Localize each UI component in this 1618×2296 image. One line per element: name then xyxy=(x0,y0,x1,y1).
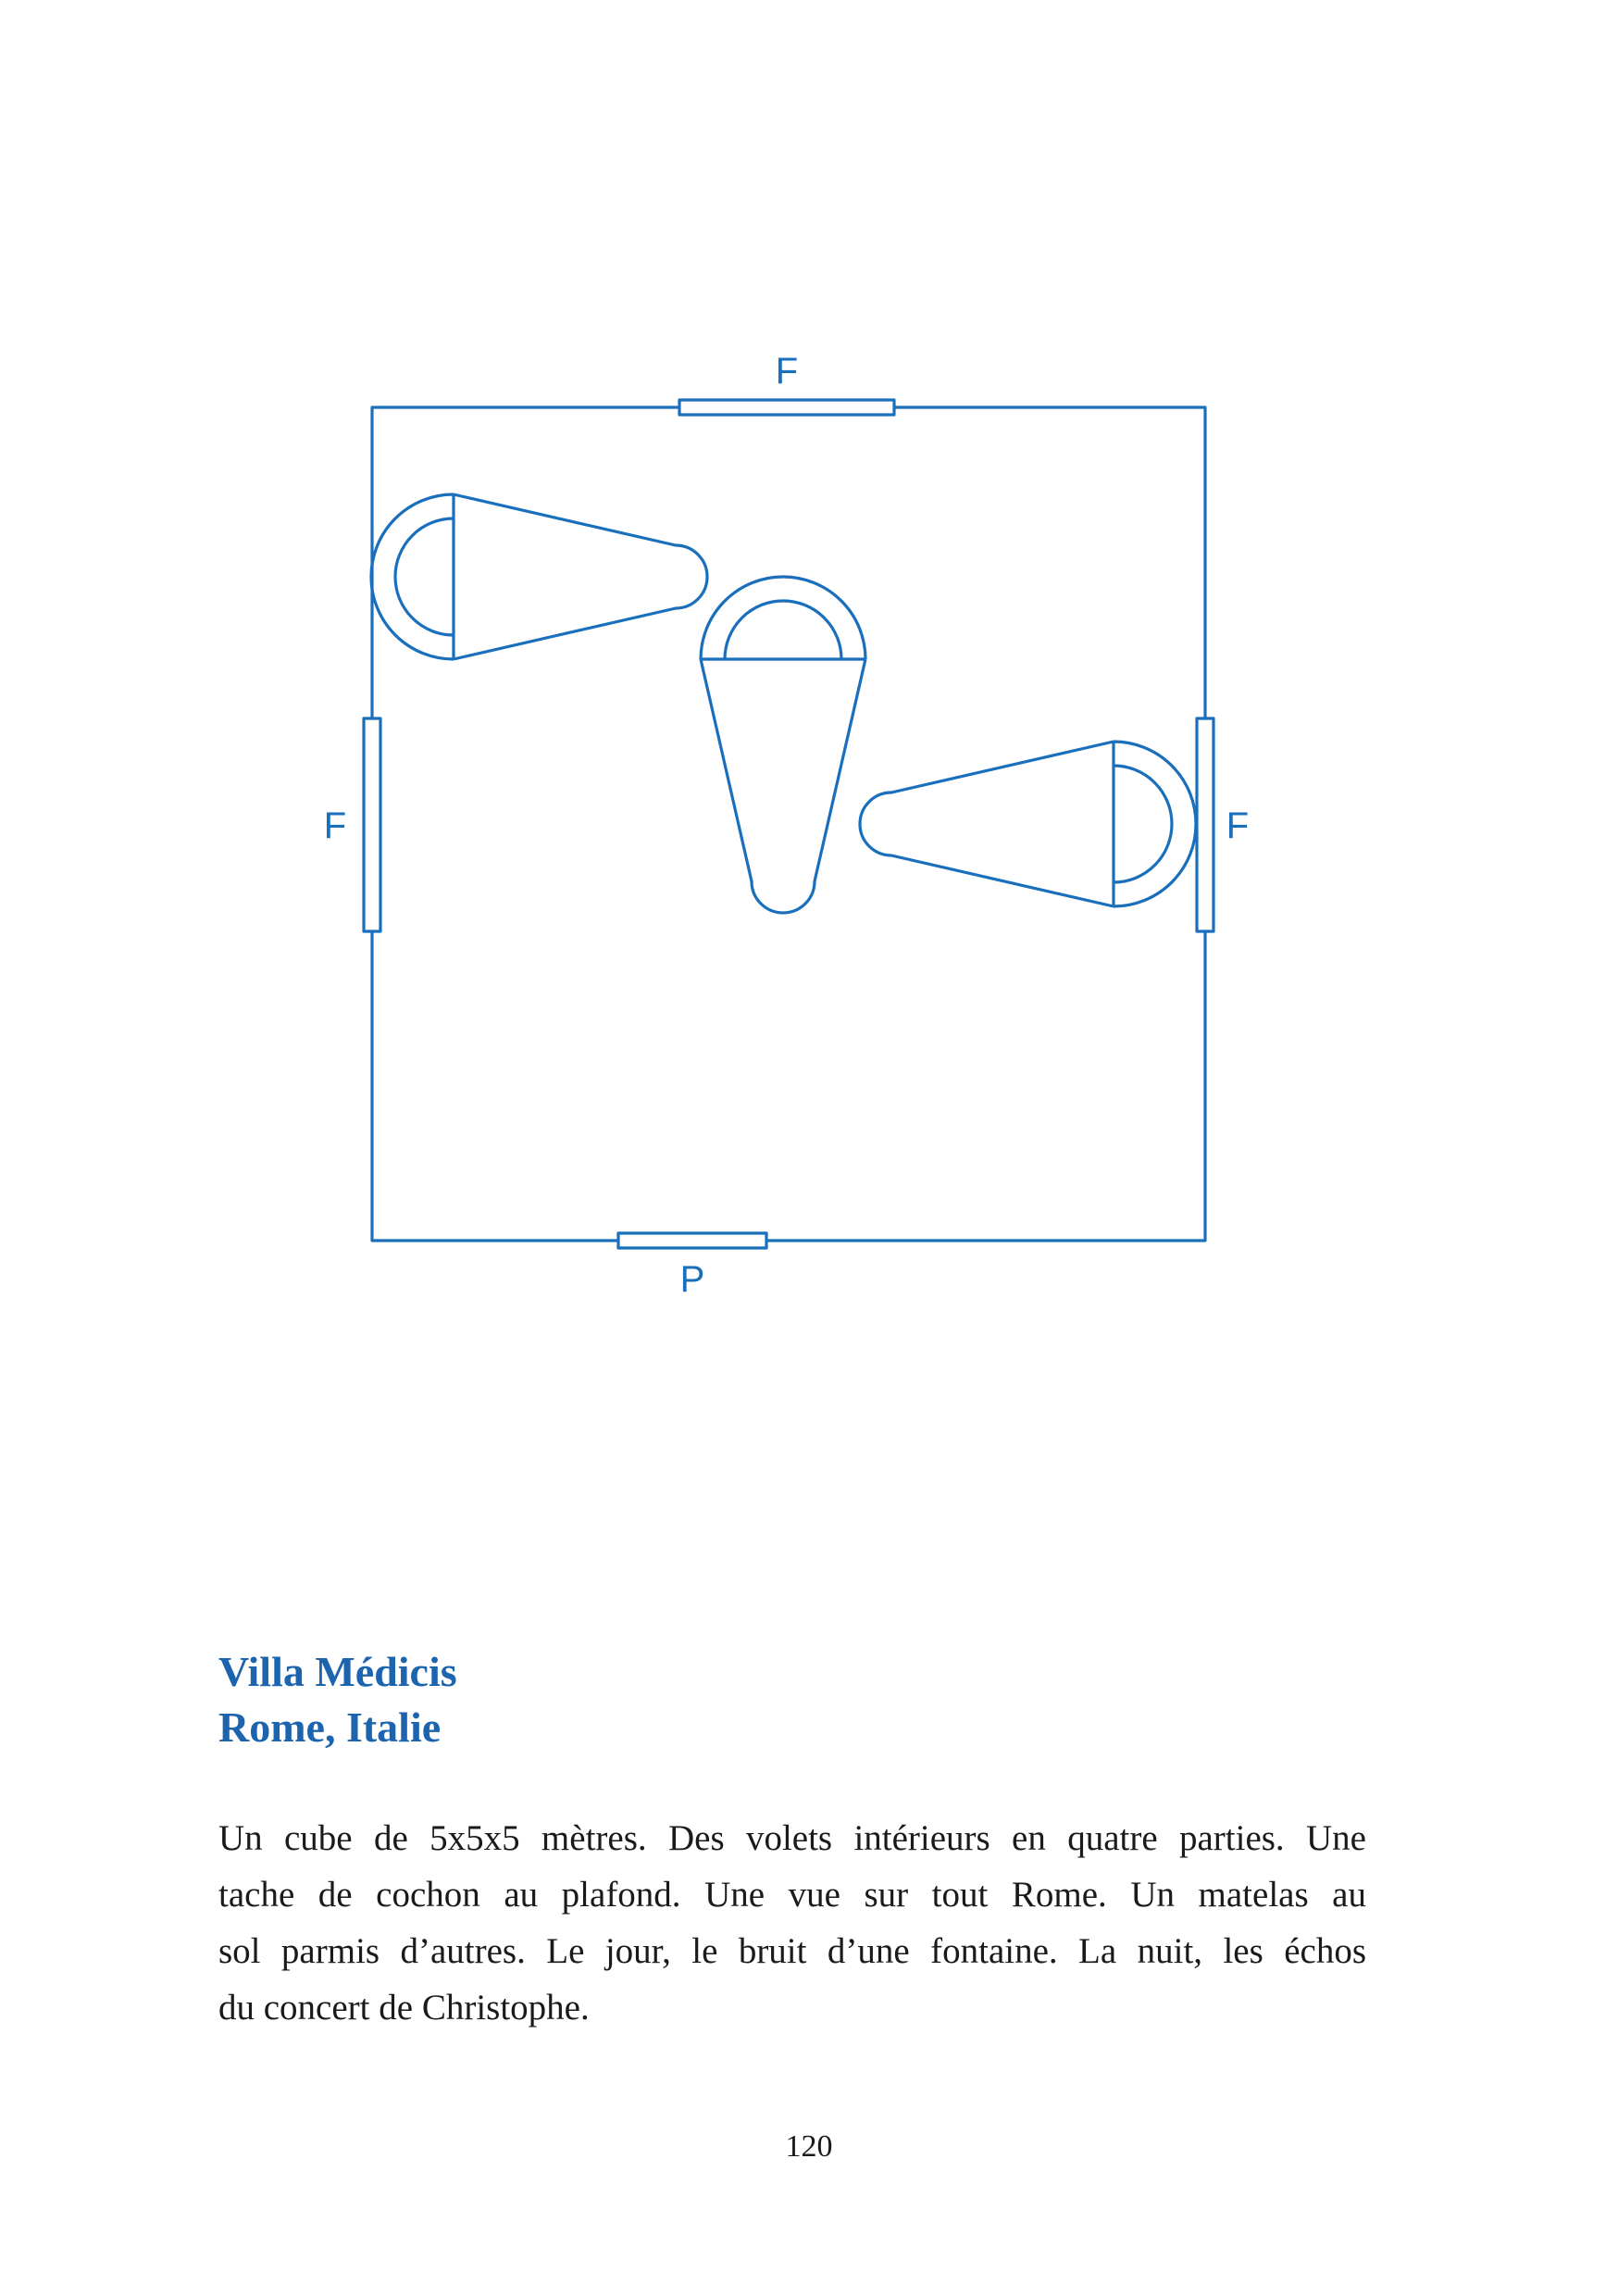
page-number: 120 xyxy=(785,2129,833,2164)
place-location: Rome, Italie xyxy=(218,1703,442,1751)
label-right-window: F xyxy=(1226,805,1250,846)
label-left-window: F xyxy=(323,805,347,846)
window-top xyxy=(679,400,894,415)
description-line: sol parmis d’autres. Le jour, le bruit d’une fontaine. La nuit, les échos xyxy=(218,1931,1366,1971)
mattress-center xyxy=(701,577,865,913)
description-line: Un cube de 5x5x5 mètres. Des volets intérieurs en quatre parties. Une xyxy=(218,1818,1366,1858)
room-walls xyxy=(372,407,1205,1241)
window-right xyxy=(1197,718,1214,931)
window-left xyxy=(364,718,380,931)
description-paragraph xyxy=(218,1810,1366,2036)
description-line: tache de cochon au plafond. Une vue sur tout Rome. Un matelas au xyxy=(218,1875,1366,1915)
mattress-left xyxy=(371,494,707,659)
description-line: du concert de Christophe. xyxy=(218,1988,590,2028)
label-door: P xyxy=(679,1259,705,1300)
label-top-window: F xyxy=(775,351,799,392)
mattress-right xyxy=(860,742,1196,906)
place-name: Villa Médicis xyxy=(218,1648,457,1695)
door xyxy=(618,1233,766,1248)
